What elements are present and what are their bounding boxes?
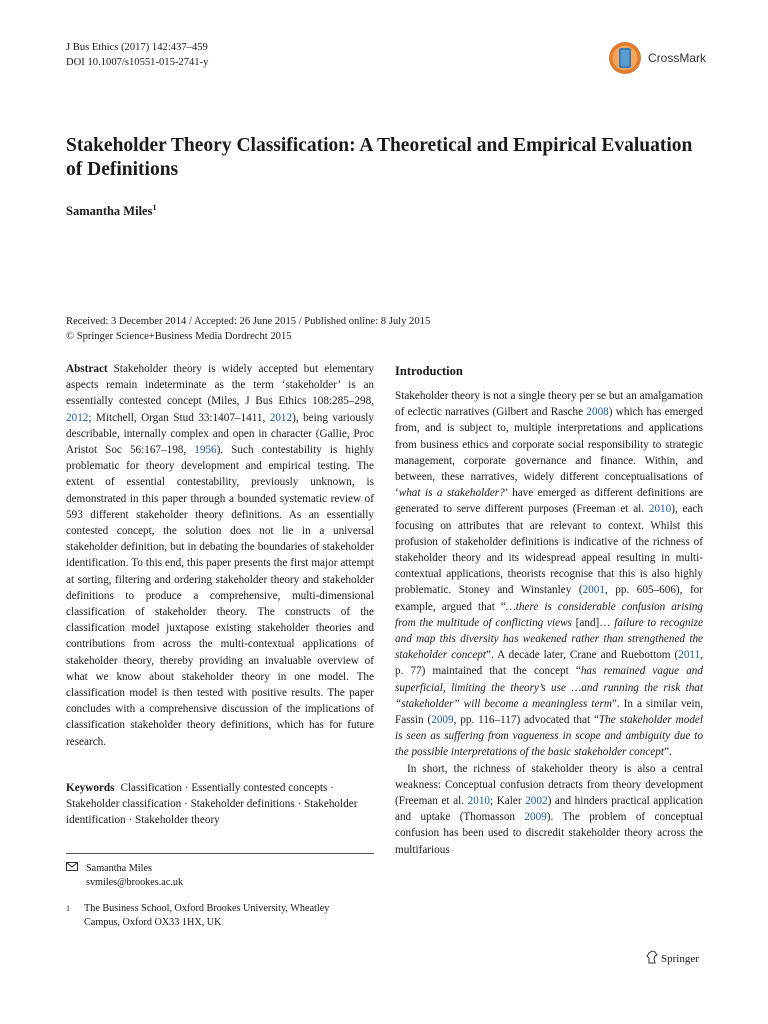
springer-horse-icon <box>646 950 658 964</box>
publisher-name: Springer <box>661 953 699 965</box>
affiliation-number: 1 <box>66 904 70 913</box>
citation-link[interactable]: 2012 <box>66 411 89 424</box>
text: ), each focusing on attributes that are relevant to context. Whilst this profusion of stakeholder definitions is indicative of the richness of stakeholder theory and its widespread appeal resulting in multi-contextual applications, theorists recognise that this is also highly problematic. Stoney and Winstanley ( <box>395 503 704 597</box>
author-line <box>66 203 156 219</box>
affiliation <box>66 902 366 930</box>
abstract-text: ), being variously describable, internally complex and open in character (Gallie, Proc Aristot Soc 56:167–198, <box>66 411 375 457</box>
paragraph <box>395 388 703 761</box>
abstract-text: ; Mitchell, Organ Stud 33:1407–1411, <box>88 411 270 424</box>
text: ). The problem of conceptual confusion has been used to discredit stakeholder theory across the multifarious <box>395 811 703 856</box>
text: ) and hinders practical application and uptake (Thomasson <box>395 795 704 824</box>
citation-link[interactable]: 2009 <box>524 811 547 824</box>
citation-link[interactable]: 1956 <box>194 444 217 457</box>
italic-text: what is a stakeholder? <box>398 487 505 500</box>
keywords <box>66 780 374 829</box>
springer-logo <box>646 950 699 965</box>
text: , pp. 605–606), for example, argued that “ <box>395 584 703 613</box>
citation-link[interactable]: 2008 <box>586 406 609 419</box>
introduction-heading: Introduction <box>395 364 463 378</box>
text: [and]… <box>571 616 615 629</box>
italic-text: The stakeholder model is seen as suffering from vagueness in scope and ambiguity due to the possible interpretations of the basic stakeholder concept <box>395 714 704 759</box>
text: , pp. 116–117) advocated that “ <box>453 714 599 727</box>
abstract-text: Stakeholder theory is widely accepted but elementary aspects remain indeterminate as the term ‘stakeholder’ is an essentially contested concept (Miles, J Bus Ethics 108:285–298, <box>66 363 374 408</box>
text: , p. 77) maintained that the concept “ <box>395 649 703 678</box>
journal-citation: J Bus Ethics (2017) 142:437–459 <box>66 42 208 53</box>
keywords-heading: Keywords <box>66 782 115 794</box>
author-name[interactable]: Samantha Miles <box>66 204 153 219</box>
introduction-body <box>395 388 703 858</box>
journal-meta <box>66 40 208 70</box>
citation-link[interactable]: 2010 <box>648 503 672 516</box>
citation-link[interactable]: 2012 <box>269 411 293 424</box>
italic-text: has remained vague and superficial, limiting the theory’s use …and running the risk that “stakeholder” will become a meaningless term <box>395 665 703 710</box>
italic-text: …there is considerable confusion arising from the multitude of conflicting views <box>395 600 704 629</box>
doi[interactable]: DOI 10.1007/s10551-015-2741-y <box>66 57 209 68</box>
abstract-text: ). Such contestability is highly problematic for theory development and empirical testing. The extent of essential contestability, previously unknown, is demonstrated in this paper through a bounded systematic review of 593 different stakeholder theory definitions. As an essentially contested concept, the solution does not lie in a universal stakeholder definition, but in debating the boundaries of stakeholder identification. To this end, this paper presents the first major attempt at sorting, filtering and ordering stakeholder theory and stakeholder definitions to produce a comprehensive, multi-dimensional classification of stakeholder theory. The constructs of the classification model juxtapose existing stakeholder theories and contributions from across the multi-contextual applications of stakeholder theory, thereby providing an invaluable overview of what we know about stakeholder theory in one model. The classification model is then tested with positive results. The paper concludes with a comprehensive discussion of the implications of classification stakeholder theory definitions, which has for future research. <box>66 444 374 748</box>
paper-title: Stakeholder Theory Classification: A Theoretical and Empirical Evaluation of Definitions <box>66 135 693 180</box>
envelope-icon <box>66 862 80 876</box>
correspondence-email[interactable]: svmiles@brookes.ac.uk <box>86 877 184 888</box>
dates-line: Received: 3 December 2014 / Accepted: 26 June 2015 / Published online: 8 July 2015 <box>66 316 431 327</box>
text: In short, the richness of stakeholder theory is also a central weakness: Conceptual confusion detracts from theory development (Freeman et al. <box>395 762 703 808</box>
text: ”. <box>663 746 672 759</box>
keywords-list: Classification · Essentially contested concepts · Stakeholder classification · Stakeholder definitions · Stakeholder identification · Stakeholder theory <box>66 782 358 827</box>
citation-link[interactable]: 2001 <box>582 584 605 597</box>
correspondence-name: Samantha Miles <box>86 863 152 874</box>
crossmark-icon <box>608 40 642 76</box>
citation-link[interactable]: 2011 <box>678 649 701 662</box>
text: ; Kaler <box>490 795 526 808</box>
publication-dates <box>66 314 430 344</box>
citation-link[interactable]: 2010 <box>467 795 491 808</box>
correspondence <box>66 862 183 890</box>
italic-text: failure to recognize and map this diversity has weakened rather than strengthened the stakeholder concept <box>395 616 703 662</box>
crossmark-badge[interactable] <box>608 40 718 76</box>
text: ’ have emerged as different definitions are generated to serve different purposes (Freeman et al. <box>395 487 703 516</box>
citation-link[interactable]: 2002 <box>525 795 548 808</box>
text: ”. In a similar vein, Fassin ( <box>395 697 703 727</box>
abstract-heading: Abstract <box>66 363 108 375</box>
paragraph <box>395 761 703 858</box>
copyright-line: © Springer Science+Business Media Dordrecht 2015 <box>66 331 292 342</box>
text: ) which has emerged from, and is subject to, multiple interpretations and applications from business ethics and corporate social responsibility to strategic management, corporate governance and finance. Within, and between, these narratives, widely different conceptualisations of ‘ <box>395 406 703 500</box>
abstract <box>66 361 374 750</box>
author-affil-mark: 1 <box>152 203 157 212</box>
affiliation-text: The Business School, Oxford Brookes University, Wheatley Campus, Oxford OX33 1HX, UK <box>84 903 330 928</box>
text: ”. A decade later, Crane and Ruebottom ( <box>486 649 679 662</box>
footnote-divider <box>66 853 374 854</box>
citation-link[interactable]: 2009 <box>431 714 454 727</box>
text: Stakeholder theory is not a single theory per se but an amalgamation of eclectic narratives (Gilbert and Rasche <box>395 390 703 419</box>
crossmark-label: CrossMark <box>648 51 707 65</box>
